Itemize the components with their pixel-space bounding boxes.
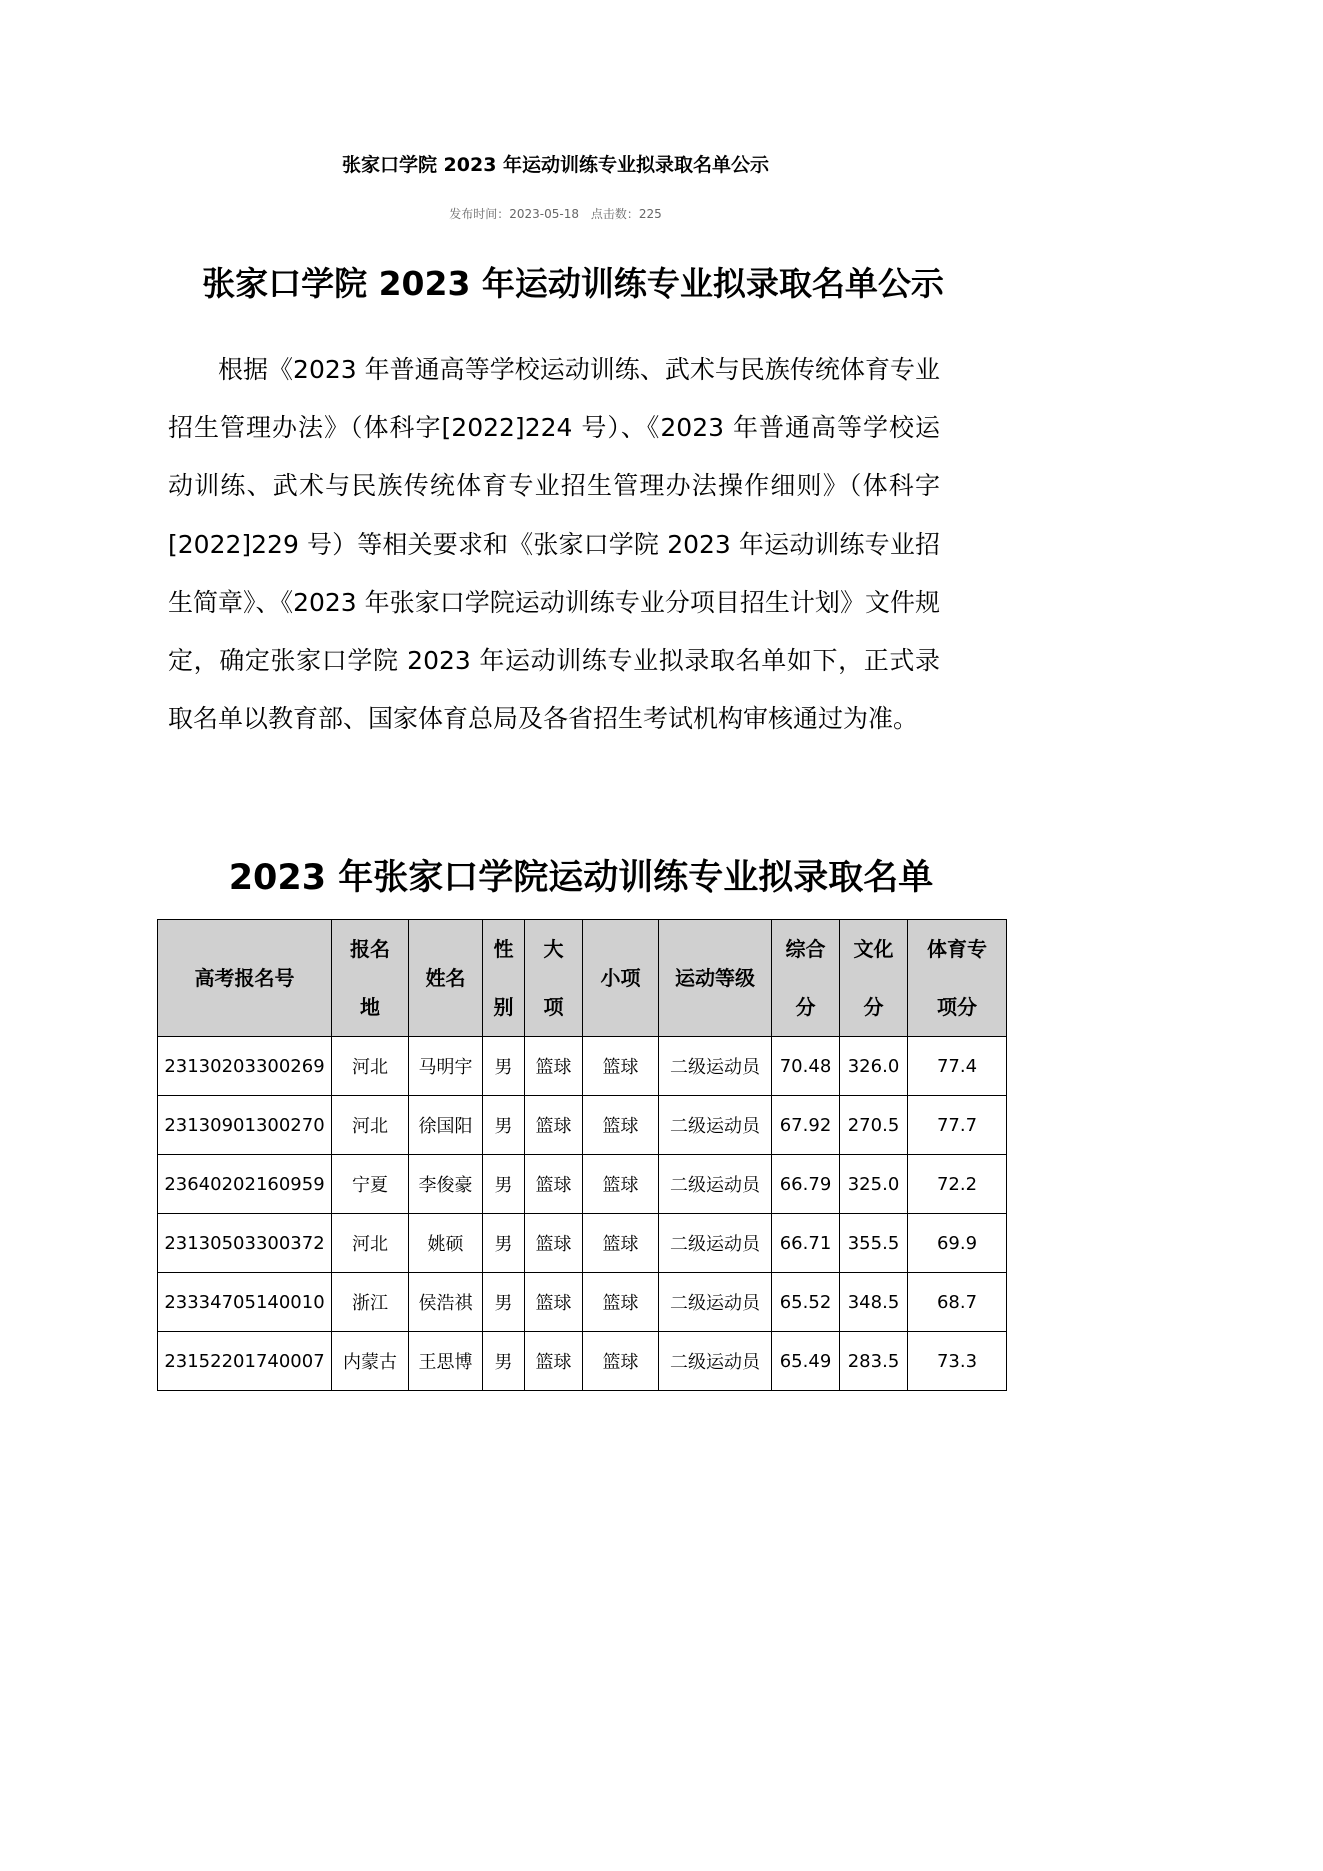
sub-sport-cell: 篮球 (583, 1214, 659, 1273)
header-cell: 性 别 (483, 920, 525, 1037)
table-row (158, 1273, 1007, 1332)
exam-number-cell: 23130901300270 (158, 1096, 332, 1155)
admission-table (157, 919, 1007, 1391)
gender-cell: 男 (483, 1037, 525, 1096)
major-sport-cell: 篮球 (525, 1037, 583, 1096)
composite-score-cell: 66.79 (772, 1155, 840, 1214)
academic-score-cell: 283.5 (840, 1332, 908, 1391)
name-cell: 李俊豪 (409, 1155, 483, 1214)
sub-sport-cell: 篮球 (583, 1332, 659, 1391)
region-cell: 河北 (332, 1096, 409, 1155)
gender-cell: 男 (483, 1155, 525, 1214)
exam-number-cell: 23152201740007 (158, 1332, 332, 1391)
academic-score-cell: 326.0 (840, 1037, 908, 1096)
region-cell: 内蒙古 (332, 1332, 409, 1391)
gender-cell: 男 (483, 1096, 525, 1155)
table-row (158, 1096, 1007, 1155)
major-sport-cell: 篮球 (525, 1096, 583, 1155)
table-row (158, 1037, 1007, 1096)
gender-cell: 男 (483, 1214, 525, 1273)
sport-score-cell: 69.9 (908, 1214, 1007, 1273)
academic-score-cell: 348.5 (840, 1273, 908, 1332)
sport-score-cell: 77.4 (908, 1037, 1007, 1096)
exam-number-cell: 23130503300372 (158, 1214, 332, 1273)
table-row (158, 1155, 1007, 1214)
document-title: 张家口学院 2023 年运动训练专业拟录取名单公示 (202, 264, 944, 303)
publish-date: 发布时间：2023-05-18 (449, 207, 579, 221)
sub-sport-cell: 篮球 (583, 1155, 659, 1214)
composite-score-cell: 66.71 (772, 1214, 840, 1273)
sub-sport-cell: 篮球 (583, 1037, 659, 1096)
header-cell: 高考报名号 (158, 920, 332, 1037)
region-cell: 河北 (332, 1037, 409, 1096)
sport-score-cell: 73.3 (908, 1332, 1007, 1391)
sport-grade-cell: 二级运动员 (659, 1273, 772, 1332)
sport-grade-cell: 二级运动员 (659, 1037, 772, 1096)
region-cell: 宁夏 (332, 1155, 409, 1214)
header-cell: 文化 分 (840, 920, 908, 1037)
article-meta (0, 205, 1111, 222)
sport-grade-cell: 二级运动员 (659, 1214, 772, 1273)
name-cell: 姚硕 (409, 1214, 483, 1273)
name-cell: 马明宇 (409, 1037, 483, 1096)
header-cell: 综合 分 (772, 920, 840, 1037)
gender-cell: 男 (483, 1332, 525, 1391)
sport-grade-cell: 二级运动员 (659, 1096, 772, 1155)
document-body: 根据《2023 年普通高等学校运动训练、武术与民族传统体育专业招生管理办法》（体科字[2022]224 号）、《2023 年普通高等学校运动训练、武术与民族传统体育专业招生管理办法操作细则》（体科字[2022]229 号）等相关要求和《张家口学院 2023 年运动训练专业招生简章》、《2023 年张家口学院运动训练专业分项目招生计划》文件规定，确定张家口学院 2023 年运动训练专业拟录取名单如下，正式录取名单以教育部、国家体育总局及各省招生考试机构审核通过为准。 (168, 355, 940, 734)
table-row (158, 1332, 1007, 1391)
region-cell: 浙江 (332, 1273, 409, 1332)
composite-score-cell: 70.48 (772, 1037, 840, 1096)
composite-score-cell: 65.49 (772, 1332, 840, 1391)
header-cell: 大 项 (525, 920, 583, 1037)
name-cell: 侯浩祺 (409, 1273, 483, 1332)
header-cell: 体育专 项分 (908, 920, 1007, 1037)
exam-number-cell: 23640202160959 (158, 1155, 332, 1214)
academic-score-cell: 325.0 (840, 1155, 908, 1214)
academic-score-cell: 270.5 (840, 1096, 908, 1155)
click-count: 点击数：225 (590, 207, 662, 221)
exam-number-cell: 23130203300269 (158, 1037, 332, 1096)
header-cell: 小项 (583, 920, 659, 1037)
sport-grade-cell: 二级运动员 (659, 1155, 772, 1214)
gender-cell: 男 (483, 1273, 525, 1332)
major-sport-cell: 篮球 (525, 1214, 583, 1273)
sub-sport-cell: 篮球 (583, 1273, 659, 1332)
header-cell: 姓名 (409, 920, 483, 1037)
sport-score-cell: 77.7 (908, 1096, 1007, 1155)
sub-sport-cell: 篮球 (583, 1096, 659, 1155)
page-header-title: 张家口学院 2023 年运动训练专业拟录取名单公示 (341, 154, 770, 176)
region-cell: 河北 (332, 1214, 409, 1273)
academic-score-cell: 355.5 (840, 1214, 908, 1273)
table-row (158, 1214, 1007, 1273)
composite-score-cell: 65.52 (772, 1273, 840, 1332)
major-sport-cell: 篮球 (525, 1273, 583, 1332)
name-cell: 徐国阳 (409, 1096, 483, 1155)
header-cell: 运动等级 (659, 920, 772, 1037)
exam-number-cell: 23334705140010 (158, 1273, 332, 1332)
sport-score-cell: 72.2 (908, 1155, 1007, 1214)
table-title: 2023 年张家口学院运动训练专业拟录取名单 (228, 858, 934, 898)
sport-grade-cell: 二级运动员 (659, 1332, 772, 1391)
major-sport-cell: 篮球 (525, 1332, 583, 1391)
table-header-row (158, 920, 1007, 1037)
header-cell: 报名 地 (332, 920, 409, 1037)
name-cell: 王思博 (409, 1332, 483, 1391)
major-sport-cell: 篮球 (525, 1155, 583, 1214)
sport-score-cell: 68.7 (908, 1273, 1007, 1332)
table-body (158, 1037, 1007, 1391)
composite-score-cell: 67.92 (772, 1096, 840, 1155)
